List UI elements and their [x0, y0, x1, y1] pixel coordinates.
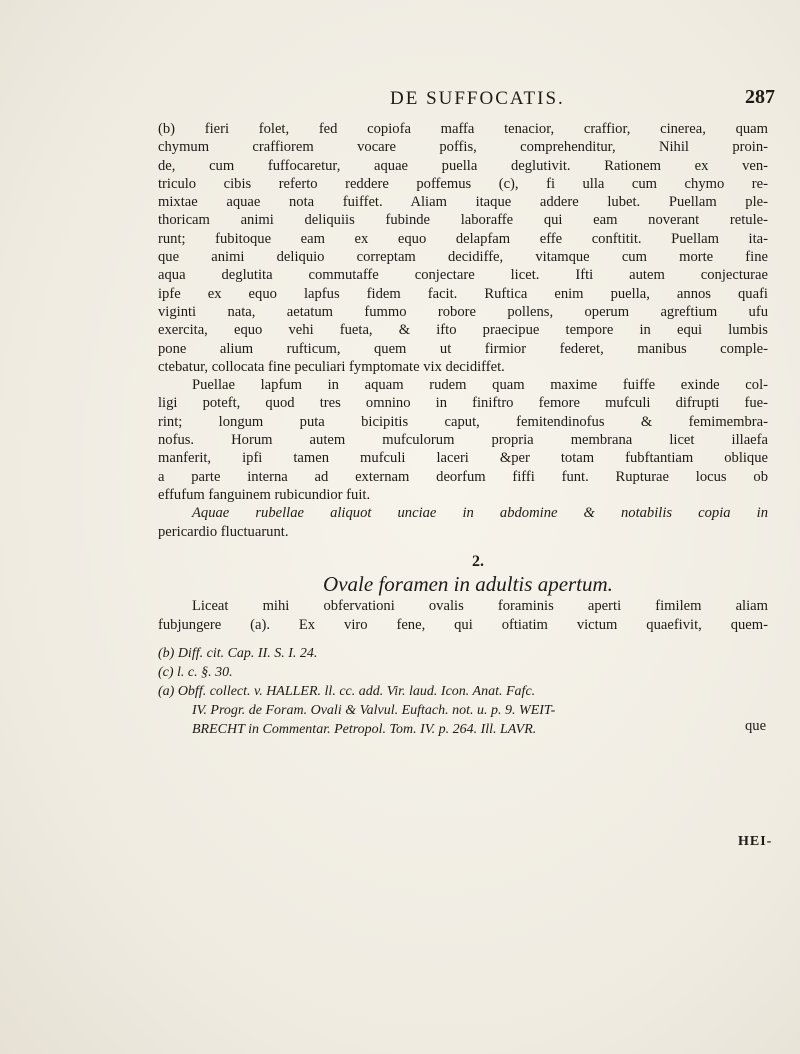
text-line: pericardio fluctuarunt.	[158, 523, 289, 540]
text-line: a parte interna ad externam deorfum fiffi funt. Rupturae locus ob	[158, 468, 768, 485]
footnote: IV. Progr. de Foram. Ovali & Valvul. Euftach. not. u. p. 9. WEIT-	[192, 703, 556, 719]
paragraph-1	[158, 120, 768, 376]
footnote: (a) Obff. collect. v. HALLER. ll. cc. add. Vir. laud. Icon. Anat. Fafc.	[158, 684, 536, 700]
text-line: que animi deliquio correptam decidiffe, vitamque cum morte fine	[158, 249, 768, 266]
text-line: manferit, ipfi tamen mufculi laceri &per totam fubftantiam oblique	[158, 450, 768, 467]
text-line: exercita, equo vehi fueta, & ifto praecipue tempore in equi lumbis	[158, 322, 768, 339]
text-line: rint; longum puta bicipitis caput, femitendinofus & femimembra-	[158, 413, 768, 430]
text-line: ligi poteft, quod tres omnino in finiftro femore mufculi difrupti fue-	[158, 395, 768, 412]
text-line: fubjungere (a). Ex viro fene, qui oftiatim victum quaefivit, quem-	[158, 616, 768, 633]
paragraph-2	[158, 376, 768, 504]
text-line: Aquae rubellae aliquot unciae in abdomine & notabilis copia in	[192, 505, 768, 522]
text-line: de, cum fuffocaretur, aquae puella deglutivit. Rationem ex ven-	[158, 157, 768, 174]
text-line: runt; fubitoque eam ex equo delapfam effe conftitit. Puellam ita-	[158, 230, 768, 247]
text-line: pone alium rufticum, quem ut firmior federet, manibus comple-	[158, 340, 768, 357]
text-line: chymum craffiorem vocare poffis, comprehenditur, Nihil proin-	[158, 139, 768, 156]
footnote: (b) Diff. cit. Cap. II. S. I. 24.	[158, 646, 318, 662]
paragraph-3	[158, 504, 768, 541]
text-line: thoricam animi deliquiis fubinde laboraffe qui eam noverant retule-	[158, 212, 768, 229]
section-title: Ovale foramen in adultis apertum.	[323, 572, 613, 597]
text-line: (b) fieri folet, fed copiofa maffa tenacior, craffior, cinerea, quam	[158, 121, 768, 137]
text-line: ipfe ex equo lapfus fidem facit. Ruftica enim puella, annos quafi	[158, 285, 768, 302]
catchword: que	[745, 718, 767, 734]
text-line: ctebatur, collocata fine peculiari fymptomate vix decidiffet.	[158, 358, 505, 375]
paragraph-4	[158, 597, 768, 634]
footnotes	[158, 644, 768, 739]
text-line: mixtae aquae nota fuiffet. Aliam itaque addere lubet. Puellam ple-	[158, 194, 768, 211]
text-line: Liceat mihi obfervationi ovalis foraminis aperti fimilem aliam	[192, 598, 768, 615]
footnote: (c) l. c. §. 30.	[158, 665, 233, 681]
main-text	[158, 120, 768, 739]
section-number: 2.	[472, 552, 484, 570]
text-line: aqua deglutita commutaffe conjectare licet. Ifti autem conjecturae	[158, 267, 768, 284]
text-line: nofus. Horum autem mufculorum propria membrana licet illaefa	[158, 432, 768, 449]
text-line: triculo cibis referto reddere poffemus (c), fi ulla cum chymo re-	[158, 175, 768, 192]
signature-mark: HEI-	[738, 834, 773, 849]
running-head: DE SUFFOCATIS.	[390, 88, 565, 109]
footnote: BRECHT in Commentar. Petropol. Tom. IV. p. 264. Ill. LAVR.	[192, 722, 537, 738]
text-line: effufum fanguinem rubicundior fuit.	[158, 486, 371, 503]
page-number: 287	[745, 86, 775, 108]
text-line: Puellae lapfum in aquam rudem quam maxime fuiffe exinde col-	[192, 377, 768, 394]
text-line: viginti nata, aetatum fummo robore pollens, operum agreftium ufu	[158, 303, 768, 320]
